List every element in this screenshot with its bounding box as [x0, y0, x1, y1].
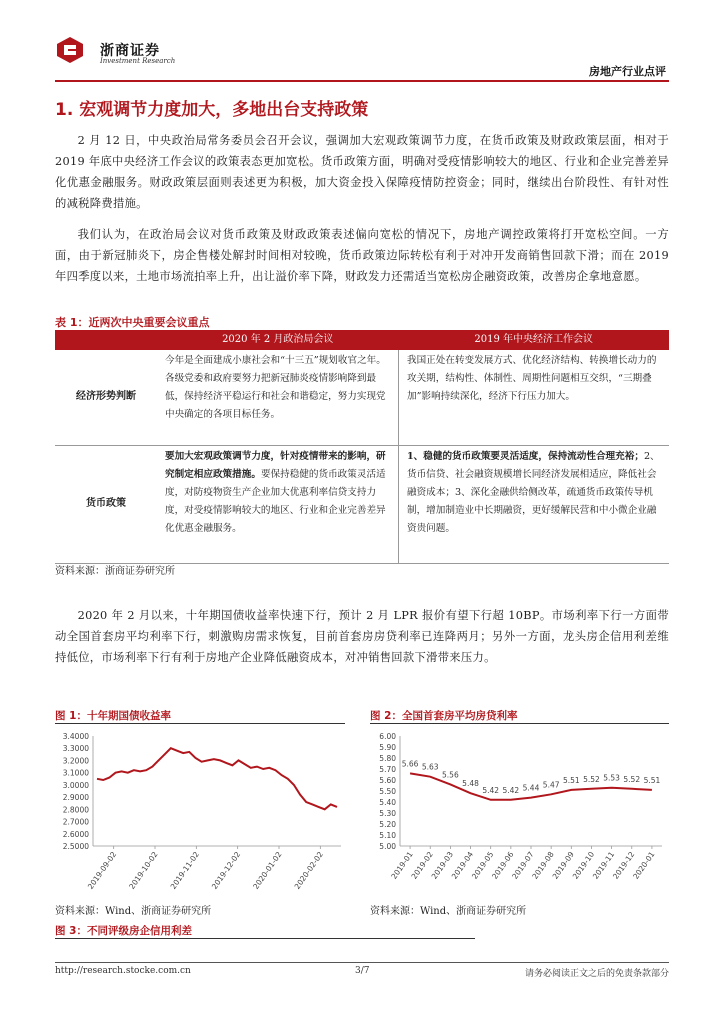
y-tick-label: 6.00 — [379, 732, 396, 741]
data-label: 5.51 — [562, 775, 580, 785]
x-tick-label: 2019-10-02 — [127, 849, 160, 891]
fig2-caption: 图 2：全国首套房平均房贷利率 — [370, 710, 518, 722]
y-tick-label: 2.6000 — [62, 829, 89, 839]
report-type: 房地产行业点评 — [589, 65, 666, 78]
page-number: 3/7 — [355, 966, 370, 976]
x-tick-label: 2019-12-02 — [209, 849, 243, 891]
data-label: 5.53 — [603, 773, 620, 783]
y-tick-label: 5.30 — [379, 809, 396, 818]
table-header-col2: 2019 年中央经济工作会议 — [399, 330, 670, 350]
y-tick-label: 2.8000 — [62, 805, 89, 815]
x-tick-label: 2019-03 — [429, 849, 456, 881]
table-row — [55, 350, 669, 445]
data-label: 5.51 — [643, 775, 661, 785]
footer-url[interactable]: http://research.stocke.com.cn — [55, 966, 191, 976]
paragraph-2: 我们认为，在政治局会议对货币政策及财政政策表述偏向宽松的情况下，房地产调控政策将打开宽松空间。一方面，由于新冠肺炎下，房企售楼处解封时间相对较晚，货币政策边际转松有利于对冲开发商销售回款下滑；而在 2019 年四季度以来，土地市场流拍率上升，出让溢价率下降，财政发力还需适当宽松房企融资政策，改善房企拿地意愿。 — [55, 228, 669, 283]
fig1-chart — [55, 728, 345, 898]
table-cell: 我国正处在转变发展方式、优化经济结构、转换增长动力的攻关期，结构性、体制性、周期性问题相互交织，“三期叠加”影响持续深化，经济下行压力加大。 — [399, 350, 670, 445]
x-tick-label: 2019-07 — [510, 849, 536, 881]
fig2-rule — [370, 723, 669, 724]
fig2-source: 资料来源：Wind、浙商证券研究所 — [370, 906, 527, 917]
y-tick-label: 5.70 — [379, 765, 396, 774]
y-tick-label: 5.10 — [379, 831, 396, 840]
fig3-caption: 图 3：不同评级房企信用利差 — [55, 925, 192, 937]
x-tick-label: 2019-10 — [570, 849, 597, 881]
table-cell — [399, 445, 670, 563]
table-source: 资料来源：浙商证券研究所 — [55, 566, 175, 577]
footer-disclaimer: 请务必阅读正文之后的免责条款部分 — [524, 969, 669, 979]
y-tick-label: 3.3000 — [62, 744, 89, 754]
y-tick-label: 5.00 — [379, 842, 396, 851]
bold-text: 1、稳健的货币政策要灵活适度，保持流动性合理充裕； — [407, 450, 644, 462]
row-head: 经济形势判断 — [55, 350, 157, 445]
series-line — [97, 748, 337, 809]
paragraph-3-wrap — [55, 605, 669, 668]
table-cell — [157, 445, 399, 563]
x-tick-label: 2019-05 — [469, 849, 496, 881]
table-caption: 表 1：近两次中央重要会议重点 — [55, 316, 210, 329]
x-tick-label: 2019-09-02 — [85, 849, 119, 891]
y-tick-label: 2.5000 — [62, 842, 89, 851]
policy-table — [55, 330, 669, 564]
x-tick-label: 2019-11 — [590, 849, 617, 881]
y-tick-label: 3.0000 — [62, 780, 89, 790]
logo-subtitle: Investment Research — [100, 57, 176, 65]
data-label: 5.63 — [421, 762, 439, 772]
bold-text: 要加大宏观政策调节力度，针对疫情带来的影响，研究制定相应政策措施。 — [165, 450, 386, 480]
fig1-source: 资料来源：Wind、浙商证券研究所 — [55, 906, 212, 917]
data-label: 5.66 — [401, 759, 419, 769]
x-tick-label: 2020-01-02 — [251, 849, 284, 891]
y-tick-label: 5.20 — [379, 820, 396, 829]
section-title: 1. 宏观调节力度加大，多地出台支持政策 — [55, 100, 369, 120]
y-tick-label: 5.80 — [379, 754, 396, 763]
fig2-chart — [370, 728, 669, 898]
header-divider — [55, 80, 669, 82]
table-header-col1: 2020 年 2 月政治局会议 — [157, 330, 399, 350]
paragraph-3: 2020 年 2 月以来，十年期国债收益率快速下行，预计 2 月 LPR 报价有望下行超 10BP。市场利率下行一方面带动全国首套房平均利率下行，刺激购房需求恢复，目前首套房房贷利率已连降两月；另外一方面，龙头房企信用利差维持低位，市场利率下行有利于房地产企业降低融资成本，对冲销售回款下滑带来压力。 — [55, 609, 669, 664]
y-tick-label: 5.40 — [379, 798, 396, 807]
table-cell: 今年是全面建成小康社会和“十三五”规划收官之年。各级党委和政府要努力把新冠肺炎疫情影响降到最低，保持经济平稳运行和社会和谐稳定，努力实现党中央确定的各项目标任务。 — [157, 350, 399, 445]
x-tick-label: 2020-01 — [631, 849, 657, 881]
y-tick-label: 3.2000 — [62, 756, 89, 766]
x-tick-label: 2019-06 — [490, 849, 516, 881]
x-tick-label: 2019-11-02 — [168, 849, 201, 891]
footer-divider — [55, 962, 669, 963]
y-tick-label: 5.50 — [379, 787, 396, 796]
x-tick-label: 2019-02 — [409, 849, 435, 881]
y-tick-label: 2.7000 — [62, 817, 89, 827]
fig1-rule — [55, 723, 345, 724]
data-label: 5.42 — [482, 785, 500, 795]
data-label: 5.48 — [462, 779, 479, 789]
data-label: 5.56 — [442, 770, 459, 780]
y-tick-label: 3.1000 — [62, 768, 89, 778]
y-tick-label: 3.4000 — [62, 732, 89, 741]
x-tick-label: 2020-02-02 — [292, 849, 325, 891]
y-tick-label: 2.9000 — [62, 793, 89, 803]
cell-text: 2、货币信贷、社会融资规模增长同经济发展相适应，降低社会融资成本；3、深化金融供给侧改革，疏通货币政策传导机制，增加制造业中长期融资，更好缓解民营和中小微企业融资贵问题。 — [407, 450, 660, 534]
data-label: 5.47 — [542, 780, 560, 790]
data-label: 5.52 — [623, 774, 641, 784]
paragraph-1: 2 月 12 日，中央政治局常务委员会召开会议，强调加大宏观政策调节力度，在货币政策及财政政策层面，相对于 2019 年底中央经济工作会议的政策表态更加宽松。货币政策方面，明确对受疫情影响较大的地区、行业和企业完善差异化优惠金融服务。财政政策层面则表述更为积极，加大资金投入保障疫情防控资金；同时，继续出台阶段性、有针对性的减税降费措施。 — [55, 134, 669, 210]
logo-text: 浙商证券 — [100, 43, 160, 59]
cell-text: 要保持稳健的货币政策灵活适度，对防疫物资生产企业加大优惠利率信贷支持力度，对受疫情影响较大的地区、行业和企业完善差异化优惠金融服务。 — [165, 468, 386, 534]
x-tick-label: 2019-12 — [611, 849, 637, 881]
data-label: 5.42 — [502, 785, 520, 795]
table-row — [55, 445, 669, 563]
intro-paragraphs — [55, 130, 669, 287]
y-tick-label: 5.90 — [379, 743, 396, 752]
data-label: 5.44 — [522, 783, 540, 793]
x-tick-label: 2019-01 — [389, 849, 415, 881]
row-head: 货币政策 — [55, 445, 157, 563]
y-tick-label: 5.60 — [379, 776, 396, 785]
fig3-rule — [55, 938, 475, 939]
x-tick-label: 2019-09 — [550, 849, 576, 881]
logo-icon — [55, 36, 85, 64]
fig1-caption: 图 1：十年期国债收益率 — [55, 710, 171, 722]
data-label: 5.52 — [583, 774, 600, 784]
x-tick-label: 2019-04 — [449, 849, 476, 881]
x-tick-label: 2019-08 — [530, 849, 556, 881]
